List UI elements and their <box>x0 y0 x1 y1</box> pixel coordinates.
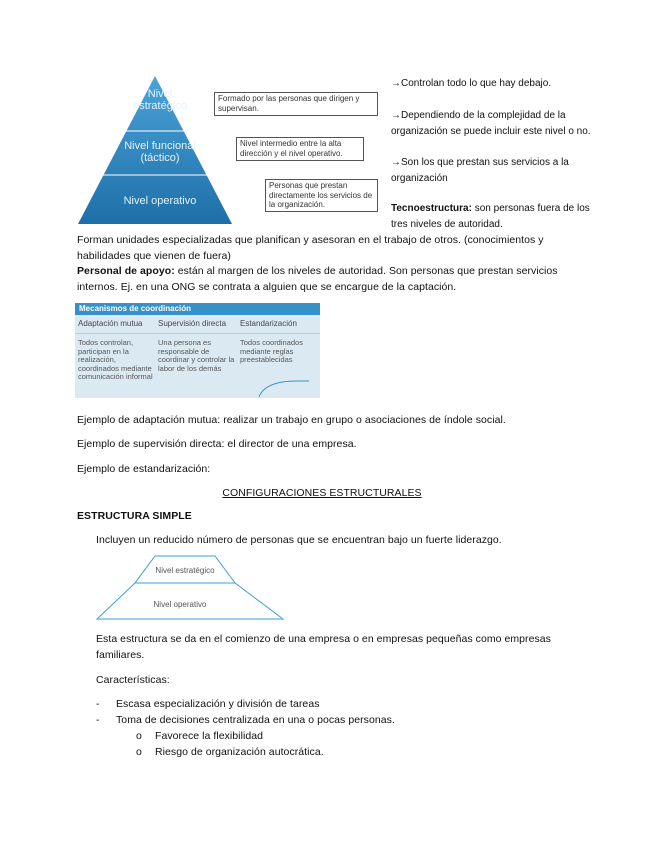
example-mutual: Ejemplo de adaptación mutua: realizar un trabajo en grupo o asociaciones de índole social. <box>77 414 506 426</box>
pyramid-note-functional: Nivel intermedio entre la alta dirección y el nivel operativo. <box>236 137 364 161</box>
technostructure-text: son personas fuera de los tres niveles de autoridad. <box>391 203 590 230</box>
coordination-cell-direct: Una persona es responsable de coordinar y controlar la labor de los demás <box>158 338 235 373</box>
list-item <box>96 713 100 729</box>
sublist-item-text: Favorece la flexibilidad <box>155 730 264 742</box>
support-term: Personal de apoyo: <box>77 265 175 277</box>
para-support <box>77 264 567 295</box>
pyramid-level-strategic: Nivel estratégico <box>133 88 187 112</box>
dash-bullet: - <box>96 714 100 726</box>
pyramid-level-operative: Nivel operativo <box>123 195 197 207</box>
coordination-decoration <box>257 375 312 398</box>
simple-diagram-bottom-label: Nivel operativo <box>153 600 207 609</box>
sublist-item-text: Riesgo de organización autocrática. <box>155 746 324 758</box>
pyramid-note-strategic: Formado por las personas que dirigen y supervisan. <box>214 92 378 116</box>
simple-description: Esta estructura se da en el comienzo de una empresa o en empresas pequeñas como empresas familiares. <box>96 633 551 661</box>
coordination-col-standard: Estandarización <box>240 319 297 328</box>
config-title: CONFIGURACIONES ESTRUCTURALES <box>222 487 422 499</box>
list-item-text: Toma de decisiones centralizada en una o pocas personas. <box>116 714 395 726</box>
list-item-text: Escasa especialización y división de tareas <box>116 698 320 710</box>
note-controls: →Controlan todo lo que hay debajo. <box>391 78 552 89</box>
coordination-title: Mecanismos de coordinación <box>75 303 320 315</box>
coordination-col-direct: Supervisión directa <box>158 319 227 328</box>
coordination-cell-standard: Todos coordinados mediante reglas preestablecidas <box>240 338 303 364</box>
example-standard: Ejemplo de estandarización: <box>77 463 211 475</box>
simple-heading: ESTRUCTURA SIMPLE <box>77 510 192 522</box>
dash-bullet: - <box>96 698 100 710</box>
note-depends: →Dependiendo de la complejidad de la organización se puede incluir este nivel o no. <box>391 110 591 137</box>
pyramid-level-functional: Nivel funcional (táctico) <box>124 140 196 164</box>
coordination-cell-mutual: Todos controlan, participan en la realización, coordinados mediante comunicación informal <box>78 338 153 381</box>
simple-structure-diagram <box>95 553 285 623</box>
list-item <box>96 697 100 713</box>
simple-characteristics-label: Características: <box>96 674 170 686</box>
technostructure-term: Tecnoestructura: <box>391 203 472 214</box>
para-specialized: Forman unidades especializadas que planifican y asesoran en el trabajo de otros. (conocimientos y habilidades que vienen de fuera) <box>77 234 544 262</box>
simple-diagram-top-label: Nivel estratégico <box>155 566 215 575</box>
note-technostructure <box>391 201 591 232</box>
support-text: están al margen de los niveles de autoridad. Son personas que prestan servicios internos. Ej. en una ONG se contrata a alguien que se encargue de la captación. <box>77 265 558 293</box>
sublist-bullet: o <box>136 746 142 758</box>
coordination-col-mutual: Adaptación mutua <box>78 319 143 328</box>
note-services: →Son los que prestan sus servicios a la organización <box>391 157 569 184</box>
sublist-bullet: o <box>136 730 142 742</box>
simple-intro: Incluyen un reducido número de personas que se encuentran bajo un fuerte liderazgo. <box>96 534 502 546</box>
example-direct: Ejemplo de supervisión directa: el director de una empresa. <box>77 438 357 450</box>
pyramid-note-operative: Personas que prestan directamente los servicios de la organización. <box>265 179 378 212</box>
coordination-table <box>75 303 320 398</box>
